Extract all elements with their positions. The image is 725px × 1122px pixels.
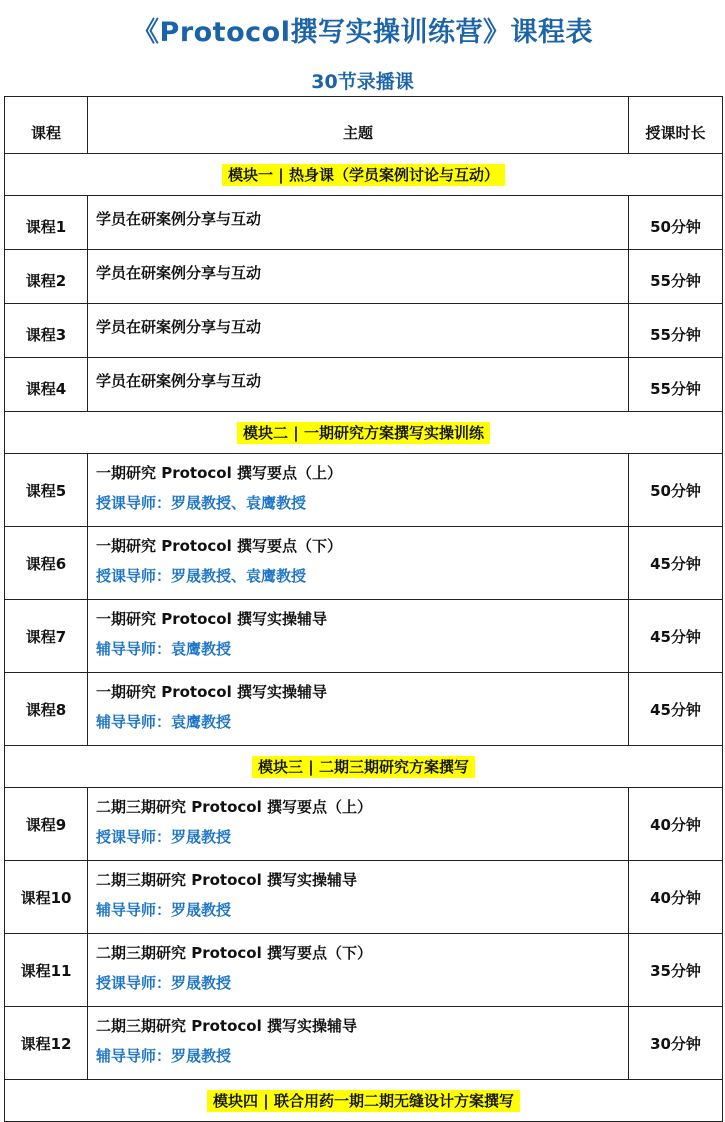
topic-cell xyxy=(88,304,629,358)
topic-cell xyxy=(88,454,629,527)
topic-cell xyxy=(88,250,629,304)
header-course: 课程 xyxy=(5,97,88,154)
course-number: 课程2 xyxy=(5,250,88,304)
course-number: 课程6 xyxy=(5,527,88,600)
course-number: 课程12 xyxy=(5,1007,88,1080)
topic-cell xyxy=(88,1007,629,1080)
table-row xyxy=(5,454,723,527)
duration-cell: 30分钟 xyxy=(629,1007,723,1080)
teacher-label: 授课导师：罗晟教授 xyxy=(96,828,232,846)
table-row xyxy=(5,600,723,673)
page-title: 《Protocol撰写实操训练营》课程表 xyxy=(132,17,593,48)
header-topic: 主题 xyxy=(88,97,629,154)
course-number: 课程5 xyxy=(5,454,88,527)
module-row xyxy=(5,154,723,196)
topic-title: 学员在研案例分享与互动 xyxy=(96,318,262,336)
module-row xyxy=(5,746,723,788)
topic-title: 二期三期研究 Protocol 撰写要点（上） xyxy=(96,798,372,816)
module-row xyxy=(5,412,723,454)
module-label: 模块四 | 联合用药一期二期无缝设计方案撰写 xyxy=(207,1090,520,1112)
topic-cell xyxy=(88,600,629,673)
topic-title: 二期三期研究 Protocol 撰写要点（下） xyxy=(96,944,372,962)
topic-cell xyxy=(88,196,629,250)
module-cell xyxy=(5,746,723,788)
duration-cell: 50分钟 xyxy=(629,454,723,527)
course-number: 课程10 xyxy=(5,861,88,934)
topic-cell xyxy=(88,358,629,412)
schedule-table xyxy=(4,96,723,1122)
topic-cell xyxy=(88,673,629,746)
table-row xyxy=(5,861,723,934)
module-row xyxy=(5,1080,723,1122)
duration-cell: 45分钟 xyxy=(629,673,723,746)
table-header-row xyxy=(5,97,723,154)
topic-cell xyxy=(88,527,629,600)
topic-title: 二期三期研究 Protocol 撰写实操辅导 xyxy=(96,1017,357,1035)
topic-cell xyxy=(88,788,629,861)
duration-cell: 55分钟 xyxy=(629,250,723,304)
topic-title: 一期研究 Protocol 撰写实操辅导 xyxy=(96,683,327,701)
topic-title: 学员在研案例分享与互动 xyxy=(96,210,262,228)
teacher-label: 授课导师：罗晟教授 xyxy=(96,974,232,992)
topic-cell xyxy=(88,934,629,1007)
duration-cell: 45分钟 xyxy=(629,600,723,673)
topic-title: 一期研究 Protocol 撰写要点（上） xyxy=(96,464,342,482)
teacher-label: 辅导导师：袁鹰教授 xyxy=(96,713,232,731)
table-row xyxy=(5,304,723,358)
duration-cell: 40分钟 xyxy=(629,788,723,861)
course-number: 课程7 xyxy=(5,600,88,673)
duration-cell: 50分钟 xyxy=(629,196,723,250)
module-cell xyxy=(5,412,723,454)
topic-title: 学员在研案例分享与互动 xyxy=(96,372,262,390)
topic-title: 学员在研案例分享与互动 xyxy=(96,264,262,282)
table-row xyxy=(5,358,723,412)
module-label: 模块一 | 热身课（学员案例讨论与互动） xyxy=(222,164,505,186)
teacher-label: 授课导师：罗晟教授、袁鹰教授 xyxy=(96,567,307,585)
course-number: 课程1 xyxy=(5,196,88,250)
course-number: 课程9 xyxy=(5,788,88,861)
teacher-label: 辅导导师：袁鹰教授 xyxy=(96,640,232,658)
topic-title: 二期三期研究 Protocol 撰写实操辅导 xyxy=(96,871,357,889)
header-duration: 授课时长 xyxy=(629,97,723,154)
duration-cell: 35分钟 xyxy=(629,934,723,1007)
duration-cell: 55分钟 xyxy=(629,358,723,412)
teacher-label: 辅导导师：罗晟教授 xyxy=(96,1047,232,1065)
table-row xyxy=(5,1007,723,1080)
duration-cell: 40分钟 xyxy=(629,861,723,934)
course-number: 课程11 xyxy=(5,934,88,1007)
teacher-label: 授课导师：罗晟教授、袁鹰教授 xyxy=(96,494,307,512)
topic-title: 一期研究 Protocol 撰写实操辅导 xyxy=(96,610,327,628)
table-row xyxy=(5,673,723,746)
topic-title: 一期研究 Protocol 撰写要点（下） xyxy=(96,537,342,555)
course-number: 课程4 xyxy=(5,358,88,412)
module-label: 模块二 | 一期研究方案撰写实操训练 xyxy=(237,422,490,444)
page-subtitle: 30节录播课 xyxy=(311,71,414,93)
duration-cell: 45分钟 xyxy=(629,527,723,600)
table-row xyxy=(5,250,723,304)
topic-cell xyxy=(88,861,629,934)
table-row xyxy=(5,196,723,250)
duration-cell: 55分钟 xyxy=(629,304,723,358)
course-number: 课程8 xyxy=(5,673,88,746)
table-row xyxy=(5,934,723,1007)
module-cell xyxy=(5,154,723,196)
module-label: 模块三 | 二期三期研究方案撰写 xyxy=(252,756,475,778)
table-row xyxy=(5,527,723,600)
module-cell xyxy=(5,1080,723,1122)
table-row xyxy=(5,788,723,861)
course-number: 课程3 xyxy=(5,304,88,358)
teacher-label: 辅导导师：罗晟教授 xyxy=(96,901,232,919)
